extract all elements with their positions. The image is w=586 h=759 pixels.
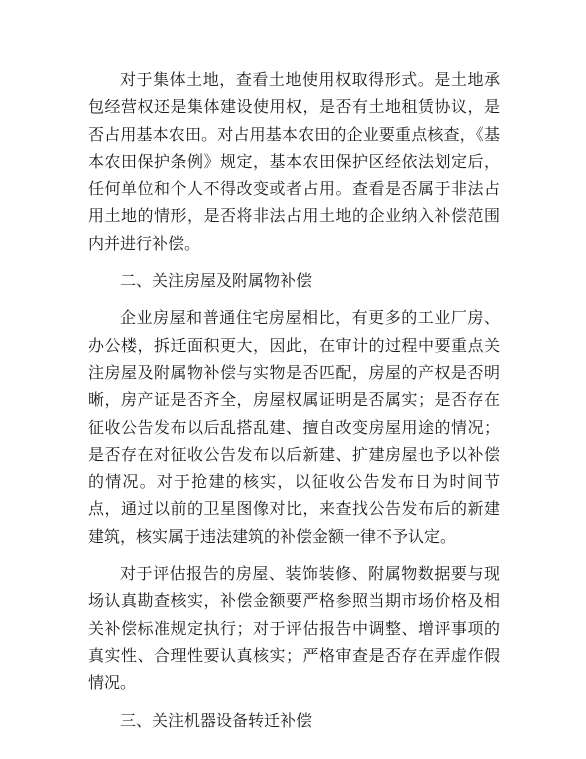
paragraph-appraisal-report: 对于评估报告的房屋、装饰装修、附属物数据要与现场认真勘查核实，补偿金额要严格参照当期市场价格及相关补偿标准规定执行；对于评估报告中调整、增评事项的真实性、合理性要认真核实；严格审查是否存在弄虚作假情况。 — [88, 564, 500, 693]
paragraph-housing-compensation: 企业房屋和普通住宅房屋相比，有更多的工业厂房、办公楼，拆迁面积更大，因此，在审计的过程中要重点关注房屋及附属物补偿与实物是否匹配，房屋的产权是否明晰，房产证是否齐全，房屋权属证明是否属实；是否存在征收公告发布以后乱搭乱建、擅自改变房屋用途的情况；是否存在对征收公告发布以后新建、扩建房屋也予以补偿的情况。对于抢建的核实，以征收公告发布日为时间节点，通过以前的卫星图像对比，来查找公告发布后的新建建筑，核实属于违法建筑的补偿金额一律不予认定。 — [88, 308, 500, 546]
paragraph-collective-land: 对于集体土地，查看土地使用权取得形式。是土地承包经营权还是集体建设使用权，是否有土地租赁协议，是否占用基本农田。对占用基本农田的企业要重点核查，《基本农田保护条例》规定，基本农田保护区经依法划定后，任何单位和个人不得改变或者占用。查看是否属于非法占用土地的情形，是否将非法占用土地的企业纳入补偿范围内并进行补偿。 — [88, 70, 500, 253]
section-heading-machinery: 三、关注机器设备转迁补偿 — [120, 710, 313, 730]
section-heading-housing: 二、关注房屋及附属物补偿 — [120, 271, 313, 291]
document-page — [88, 66, 500, 734]
